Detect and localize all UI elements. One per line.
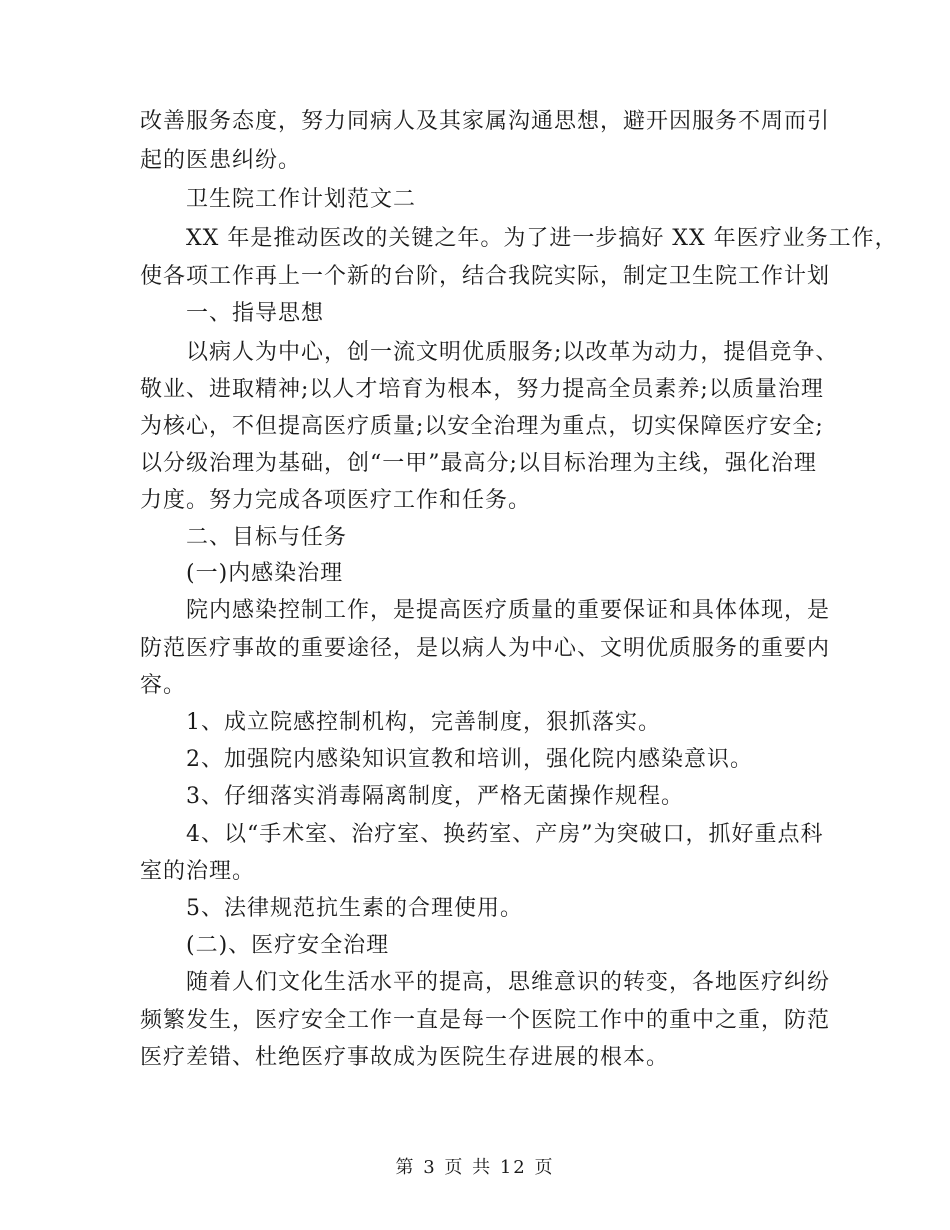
list-item: 1、成立院感控制机构，完善制度，狠抓落实。	[186, 710, 661, 735]
paragraph-line: 防范医疗事故的重要途径，是以病人为中心、文明优质服务的重要内	[140, 636, 831, 661]
paragraph-line: 力度。努力完成各项医疗工作和任务。	[140, 488, 532, 513]
paragraph-line: 医疗差错、杜绝医疗事故成为医院生存进展的根本。	[140, 1045, 670, 1070]
paragraph-line: 院内感染控制工作，是提高医疗质量的重要保证和具体体现，是	[186, 598, 831, 623]
subheading-infection: (一)内感染治理	[186, 561, 344, 586]
paragraph-line: 为核心，不但提高医疗质量;以安全治理为重点，切实保障医疗安全;	[140, 414, 824, 439]
paragraph-line: 起的医患纠纷。	[140, 148, 302, 173]
heading-guiding-thought: 一、指导思想	[186, 301, 325, 326]
list-item: 3、仔细落实消毒隔离制度，严格无菌操作规程。	[186, 784, 684, 809]
section-title: 卫生院工作计划范文二	[186, 187, 417, 212]
heading-goals-tasks: 二、目标与任务	[186, 525, 348, 550]
subheading-safety: (二)、医疗安全治理	[186, 933, 390, 958]
page-number-footer: 第 3 页 共 12 页	[395, 1157, 555, 1178]
paragraph-line: 敬业、进取精神;以人才培育为根本，努力提高全员素养;以质量治理	[140, 377, 824, 402]
paragraph-line: 以病人为中心，创一流文明优质服务;以改革为动力，提倡竞争、	[186, 340, 839, 365]
list-item-continuation: 室的治理。	[140, 859, 256, 884]
list-item: 2、加强院内感染知识宣教和培训，强化院内感染意识。	[186, 747, 753, 772]
list-item: 4、以“手术室、治疗室、换药室、产房”为突破口，抓好重点科	[186, 822, 824, 847]
paragraph-line: 改善服务态度，努力同病人及其家属沟通思想，避开因服务不周而引	[140, 109, 831, 134]
paragraph-line: 频繁发生，医疗安全工作一直是每一个医院工作中的重中之重，防范	[140, 1008, 831, 1033]
paragraph-line: 使各项工作再上一个新的台阶，结合我院实际，制定卫生院工作计划	[140, 264, 831, 289]
paragraph-line: 随着人们文化生活水平的提高，思维意识的转变，各地医疗纠纷	[186, 970, 831, 995]
list-item: 5、法律规范抗生素的合理使用。	[186, 896, 523, 921]
paragraph-line: XX 年是推动医改的关键之年。为了进一步搞好 XX 年医疗业务工作，	[186, 226, 898, 251]
paragraph-line: 以分级治理为基础，创“一甲”最高分;以目标治理为主线，强化治理	[140, 451, 817, 476]
paragraph-line: 容。	[140, 673, 187, 698]
